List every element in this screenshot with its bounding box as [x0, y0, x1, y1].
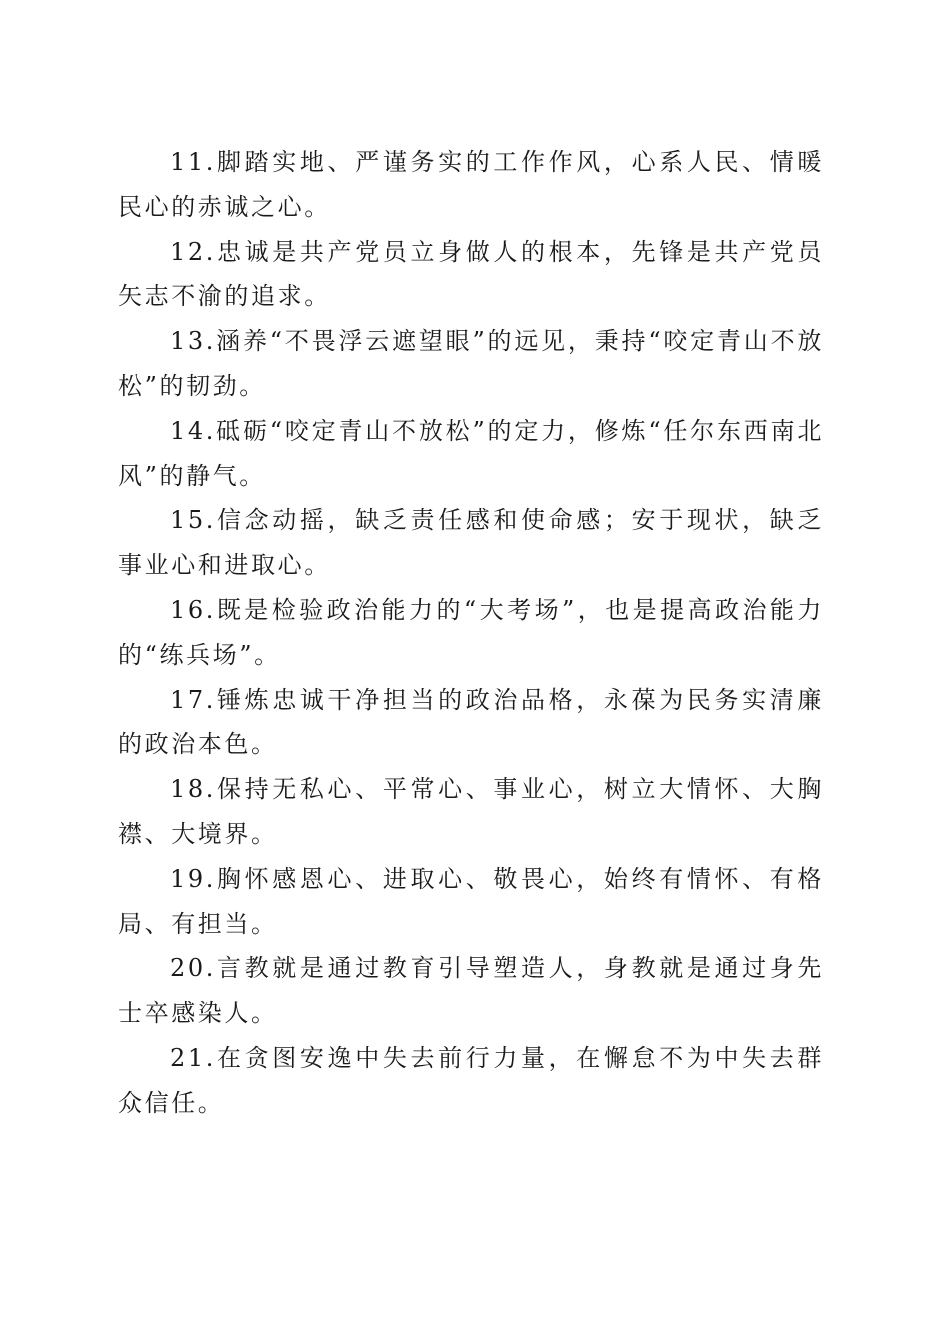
paragraph-14: 14.砥砺“咬定青山不放松”的定力，修炼“任尔东西南北风”的静气。	[118, 416, 824, 490]
paragraph-13: 13.涵养“不畏浮云遮望眼”的远见，秉持“咬定青山不放松”的韧劲。	[118, 327, 824, 400]
paragraph-12: 12.忠诚是共产党员立身做人的根本，先锋是共产党员矢志不渝的追求。	[118, 237, 824, 311]
paragraph-16: 16.既是检验政治能力的“大考场”，也是提高政治能力的“练兵场”。	[118, 595, 824, 669]
paragraph-21: 21.在贪图安逸中失去前行力量，在懈怠不为中失去群众信任。	[118, 1043, 824, 1117]
paragraph-11: 11.脚踏实地、严谨务实的工作作风，心系人民、情暖民心的赤诚之心。	[118, 148, 824, 221]
paragraph-18: 18.保持无私心、平常心、事业心，树立大情怀、大胸襟、大境界。	[118, 775, 824, 848]
document-body	[118, 140, 824, 1126]
paragraph-17: 17.锤炼忠诚干净担当的政治品格，永葆为民务实清廉的政治本色。	[118, 685, 824, 759]
paragraph-19: 19.胸怀感恩心、进取心、敬畏心，始终有情怀、有格局、有担当。	[118, 864, 824, 938]
paragraph-15: 15.信念动摇，缺乏责任感和使命感；安于现状，缺乏事业心和进取心。	[118, 506, 824, 580]
paragraph-20: 20.言教就是通过教育引导塑造人，身教就是通过身先士卒感染人。	[118, 954, 824, 1028]
